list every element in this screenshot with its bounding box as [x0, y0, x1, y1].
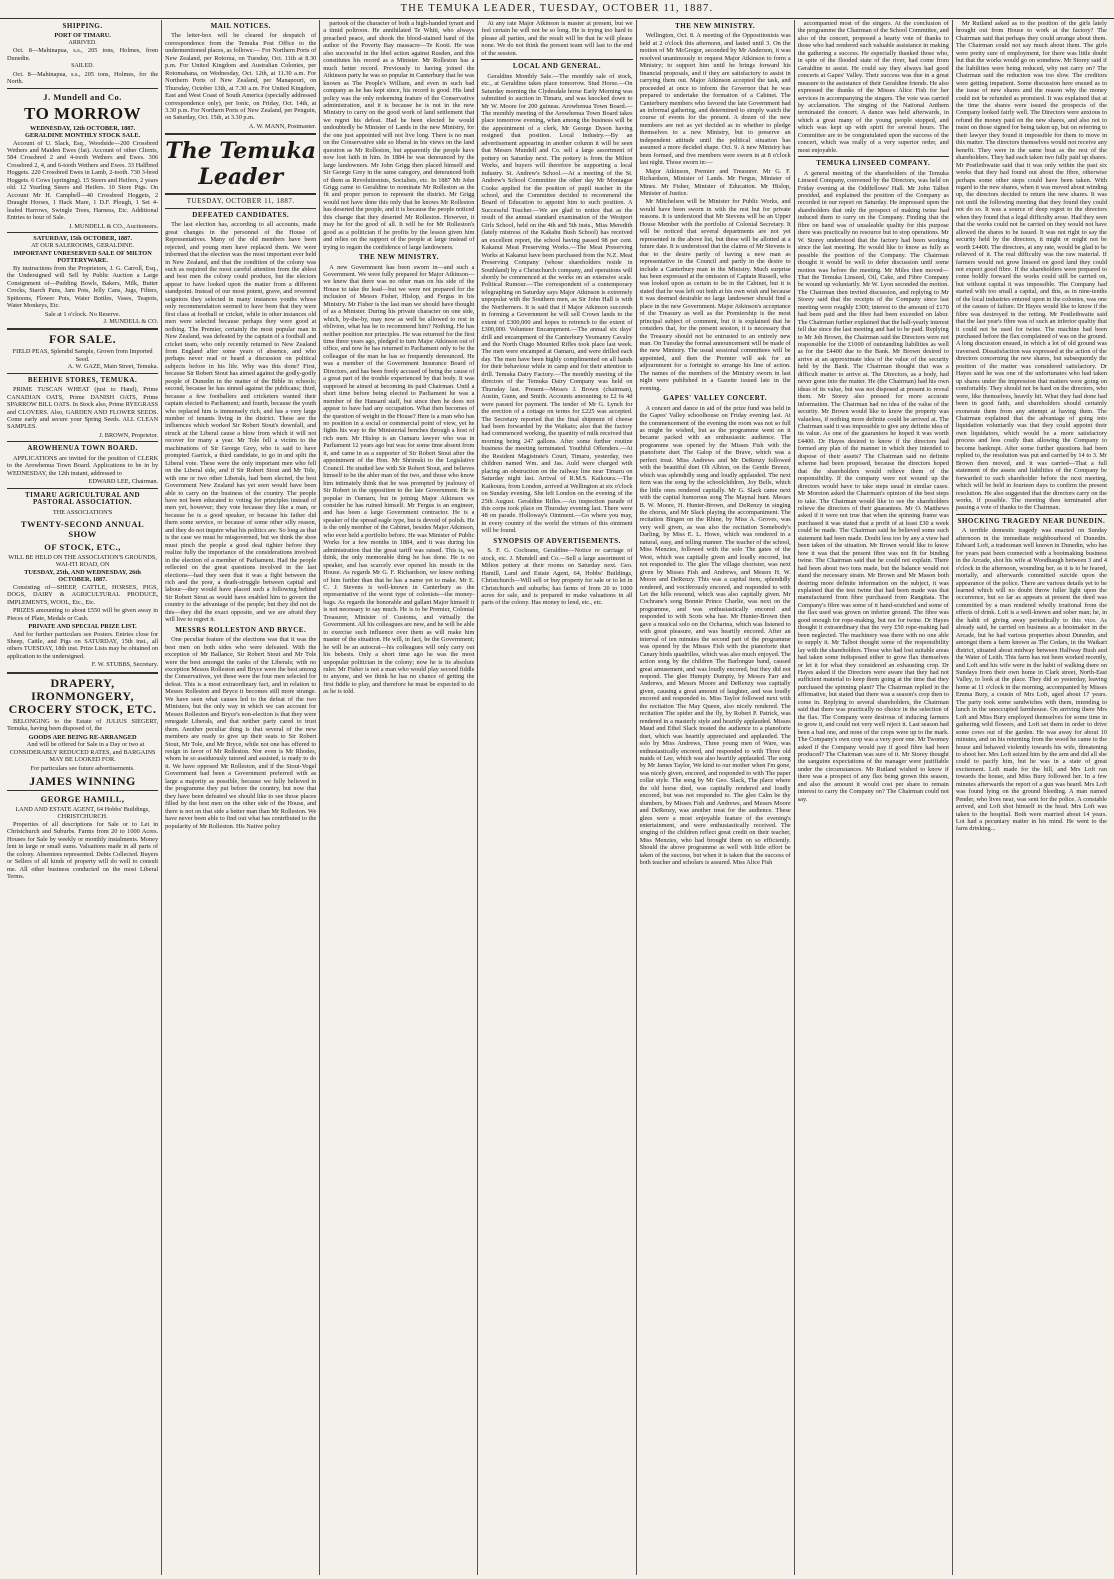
assoc-heading: TIMARU AGRICULTURAL AND PASTORAL ASSOCIATION.: [25, 490, 141, 507]
tragedy-report: A terrible domestic tragedy was enacted on Sunday afternoon in the immediate neighbourhood of Dunedin. Edward Loft, a tradesman well known in Dunedin, who has for years past been connected with a bootmaking business in the Arcade, shot his wife at Woodhaugh between 3 and 4 o'clock in the afternoon, wounding her, as it is to be feared, mortally, and afterwards committed suicide upon the appearance of the police. There are various details yet to be learned which will no doubt throw fuller light upon the occurrence, but so far as appears at present the deed was committed by a man rendered wholly irrational from the effects of drink. Loft is a well-known and sober man; he, in the habit of giving away periodically to this vice. As already said, he carried on business as a bootmaker in the Arcade, but he had various properties about Dunedin, and amongst them a farm known as The Cedars, in the Waikari district, situated about midway between Halfway Bush and the Water of Leith. This farm has not been worked recently, and Loft and his wife were in the habit of walking there on Sundays from their own home in Clark street, North-East Valley, to look at the place. They did so yesterday, leaving home at 11 o'clock in the morning, accompanied by Misses Emma Bury, a cousin of Mrs Loft, aged about 17 years. The party took some sandwiches with them, intending to lunch in the unoccupied farmhouse. On arriving there Mrs Loft and Miss Bury employed themselves for some time in gathering wild flowers, and Loft set them in order to drive some cows out of the garden. He was away for about 10 minutes, and on his returning from the wood he came to the house and behaved violently towards his wife, threatening to shoot her. Mrs Loft seized him by the arm and did all she could to pacify him, but he was in a state of great excitement. Loft made for the hill, and Mrs Loft ran towards the house, and Miss Bury followed her. In a few minutes afterwards the report of a gun was heard. Mrs Loft was found lying on the ground bleeding. A man named Pender, who lives near, was sent for the police. A constable arrived, and Loft shot himself in the head. Mrs Loft was taken to the hospital. Both were married about 14 years. Lot had a pecuniary matter in his mind. He went to the farm drinking...: [955, 527, 1107, 833]
concert-conclusion: accompanied most of the singers. At the conclusion of the programme the Chairman of the School Committee, and also of the concert, proposed a hearty vote of thanks to those who had rendered such valuable assistance in making the gathering a success. He especially thanked those who, in spite of the flooded state of the river, had come from Geraldine to assist. He could say they always had good concerts at Gapes' Valley. Their success was due in a great measure to the assistance of their Geraldine friends. He also expressed the thanks of the Misses Alice Fish for her services in accompanying the singers. The vote was carried by acclamation. The singing of the National Anthem terminated the concert. A dance was held afterwards, in which a great many of the young people stopped, and which was kept up with spirit for several hours. The Committee are to be congratulated upon the success of the concert, which was really of a very superior order, and most enjoyable.: [797, 20, 949, 154]
winning-heading: JAMES WINNING: [29, 773, 136, 788]
sale-body: Account of U. Slack, Esq., Woodside—200 Crossbred Wethers and Maiden Ewes (fat). Account of other Clients, 584 Crossbred 2 and 4-tooth Wethers and Ewes. 306 Crossbred 2, 4, and 6-tooth Wethers and Ewes. 33 Halfbred Hoggets. 220 Crossbred Ewes in Lamb, 2-tooth. 730 3-bred Hoggets. 6 Cows (springing). 15 Steers and Heifers, 2 years old. 12 Yearling Steers and Heifers. 10 Store Pigs. On Account Mr H. Campbell—40 Crossbred Hoggets, 2 Draught Horses, 1 Hack Mare, 1 D.F. Plough, 1 Set 4-leafed Harrows, Swingle Trees, Harness, Etc. Additional Entries to hour of Sale.: [7, 139, 159, 222]
drapery-heading: DRAPERY, IRONMONGERY, CROCERY STOCK, ETC.: [8, 675, 157, 716]
new-ministry-heading-2: THE NEW MINISTRY.: [675, 22, 756, 30]
salerooms: AT OUR SALEROOMS, GERALDINE.: [31, 242, 135, 250]
pottery-body: By instructions from the Proprietors, J. G. Carroll, Esq., the Undersigned will Sell by Public Auction a Large Consignment of—Pudding Bowls, Bakers, Milk, Butter Crocks, Starch Pans, Jam Pots, Jelly Cans, Jugs, Filters, Spittoons, Flower Pots, Water Bottles, Vases, Teapots, Water Monkeys, Etc.: [7, 264, 159, 310]
drapery-body: BELONGING to the Estate of JULIUS SIEGERT, Temuka, having been disposed of, the: [7, 717, 159, 733]
new-ministry-heading: THE NEW MINISTRY.: [358, 253, 439, 262]
port-heading: PORT OF TIMARU.: [54, 32, 111, 40]
firm-name: J. Mundell and Co.: [43, 91, 122, 102]
messrs-heading: MESSRS ROLLESTON AND BRYCE.: [175, 625, 307, 634]
linseed-report-cont: Mr Rutland asked as to the position of the girls lately brought out from House to work at the factory? The Chairman said that perhaps they could arrange about them. The Chairman could not say much about them. The girls were pretty sure of employment, for there was little doubt but that the works would go on somehow. Mr Storey said if the liabilities were being reduced, why not carry on? The Chairman said the reduction was too slow. The creditors were getting impatient. Some discussion here ensued as to the issue of new shares and the reason why the money could not be refunded as promised. It was explained that at the time the shares were issued the prospects of the Company looked fairly well. The Directors were anxious to refund the money paid on the new shares, and also not to insist on those signed for being taken up, but on referring to their lawyer they found it impossible for them to move in this matter. The directors themselves would not receive any benefit. They were in the same boat as the rest of the shareholders. They had each taken two fully paid up shares. Mr Postlethwaite said that it was only within the past six weeks that they had found out about the fibre, otherwise perhaps some other steps could have been taken. With regard to the new shares, when it was moved about winding up, the directors decided to return the new shares. It was not until the following meeting that they found they could not do so. It was a source of deep regret to the directors when they found that a legal difficulty arose. Had they seen that the works could not be carried on they would not have allowed the shares to be issued. It was not right to say the security held by the directors, it might or might not be worth £4400. The directors, at any rate, would be glad to be relieved of it. The real difficulty was the raw material. If farmers would not grow linseed on good land they could not expect good fibre. If the shareholders were prepared to come boldly forward the works could still be carried on, but without capital it was impossible. The Company had started with too small a capital, and this, as in nine-tenths of the local industries entered upon in the colonies, was one of the causes of failure. Dr Hayes would like to know if the fibre was destroyed in the retting. Mr Postlethwaite said that the last year's fibre was of such an inferior quality that it could not be used for twine. The machine had been purchased before the flax complained of was on the ground. A long discussion ensued, in which a lot of old ground was traversed. Dissatisfaction was expressed at the action of the directors concerning the new shares, but subsequently the position of the matter was considered satisfactory. Dr Hayes said he was one of the unfortunates who had taken up shares under the impression that matters were going on comfortably. They should not be hard on the directors, who were, like themselves, heavily hit. What they had done had been in good faith, and shareholders should certainly exonerate them from any attempt at having them. The Chairman explained that the advantage of going into liquidation voluntarily was that they could appoint their own liquidators, which would be a more satisfactory process and less costly than allowing the Company to become bankrupt. After some further questions had been replied to, the resolution was put and carried by 14 to 3. Mr Brown then moved, and it was carried—That a full statement of the assets and liabilities of the Company be forwarded to each shareholder before the next meeting, which will be held in fourteen days to confirm the present resolution. He also suggested that the directors carry on the works, if possible. The meeting then terminated after passing a vote of thanks to the Chairman.: [955, 20, 1107, 512]
local-heading: LOCAL AND GENERAL.: [512, 62, 602, 71]
beehive-heading: BEEHIVE STORES, TEMUKA.: [27, 375, 138, 384]
tragedy-heading: SHOCKING TRAGEDY NEAR DUNEDIN.: [957, 516, 1106, 525]
brown-sign: J. BROWN, Proprietor.: [99, 431, 159, 439]
wednesday-date: WEDNESDAY, 12th OCTOBER, 1887.: [30, 124, 136, 132]
private-prize: PRIVATE AND SPECIAL PRIZE LIST.: [28, 623, 137, 631]
column-1: [4, 20, 162, 1575]
columns: [4, 20, 1110, 1575]
new-ministry-article: A new Government has been sworn in—and such a Government. We were fully prepared for Major Atkinson—we knew that there was no other man on his side of the House to take the lead—but we were not prepared for the inclusion of Messrs Fisher, Hislop, and Fergus in his Ministry. Mr Fisher is the last man we should have thought of as a Minister. During his private character on one side, which, by-the-by, may now as well be allowed to rest in oblivion, what has he to recommend him? Nothing. He has neither position nor principles. He was returned for the first time three years ago, pledged to turn Major Atkinson out of office, and now he has returned to Parliament only to be the colleague of the man he has so frequently denounced. He was a member of the Government Insurance Board of Directors, and has been freely accused of being the cause of a great part of the trouble experienced by that body. It was supposed he aimed at becoming its paid Chairman. Until a short time before being elected to Parliament he was a member of the Hansard staff, but since then he does not appear to have had any occupation. What then becomes of the question of weight in the House? Here is a man who has no position in a social or commercial point of view, yet he fights his way to the Ministerial benches through a host of rich men. Mr Hislop is an Oamaru lawyer who was in Parliament 12 years ago but was for some time absent from it, and came in as a supporter of Sir Robert Stout after the appointment of the Hon. Mr Shrimski to the Legislative Council. He studied law with Sir Robert Stout, and believes himself to be the abler man of the two, and those who know him intimately think that he was prompted by jealousy of Sir Robert in the opposition to the late Government. He is popular in Oamaru, but in joining Major Atkinson we consider he has ruined himself. Mr Fergus is an engineer, and has been a large Government contractor. He is a speaker of the spread eagle type, but is devoid of polish. He is the only member of the Cabinet, besides Major Atkinson, who ever held a portfolio before. He was Minister of Public Works for a few months in 1884, and it was during his administration that the great tariff was raised. This is, we think, the only memorable thing he has done. He is no speaker, and has scarcely ever opened his mouth in the House. As regards Mr G. F. Richardson, we know nothing of him further than that he has a name yet to make. Mr E. C. J. Stevens is well-known in Canterbury as the representative of the worst type of colonists—the money-bags. As regards the honorable and gallant Major himself it is not necessary to say much. He is to be Premier, Colonial Treasurer, Minister of Customs, and virtually the Government. All his colleagues are new, and he will be able to exercise such influence over them as will make him master of the situation. He will, in fact, be the Government; he will be an autocrat—his colleagues will only carry out his behests. Only a short time ago he was the most unpopular politician in the colony; now he is its absolute ruler. Mr Fisher is not a man who would play second fiddle to anyone, and we think he has no chance of getting the first fiddle to play, and therefore he must be expected to do as he is told.: [323, 263, 475, 696]
defeated-article: The last election has, according to all accounts, made great changes in the personnel of the House of Representatives. Many of the old members have been rejected, and young men have replaced them. We were informed that the election was the most important ever held in New Zealand, and that the condition of the colony was such as required the most careful attention from the ablest and best men the colony could produce, but the electors appear to have looked upon the matter from a different standpoint. Instead of our most potent, grave, and reverend seigniors they selected in many instances youths whose only recommendation seemed to have been that they were first class at football or cricket, while in other instances old men were selected because perhaps they were good at nothing. The Premier, certainly the most popular man in New Zealand, was defeated by the captain of a football and cricket team, who only recently returned to New Zealand from England after some years of absence, and who perhaps never read or heard a discussion on political subjects before in his life. Why was this done? First, because Sir Robert Stout has aimed against the godly-godly people of Dunedin in the matter of the Bible in schools; second, because he has sinned against the publicans; third, because a few footballers and cricketers wanted their captain elected to Parliament; and fourth, because the youth who replaced him is immensely rich, and has a very large number of tenants living in the district. These are the influences which worked Sir Robert Stout's downfall, and struck at the Liberal cause a blow from which it will not recover for many a year. Mr Tole fell a victim to the machinations of Sir George Grey, who is said to have prompted Garrick, a third candidate, to go in and split the Liberal vote. These were the only important men who fell on the Liberal side, and if Sir Robert Stout and Mr Tole, with one or two other Liberals, had been elected, the best Government New Zealand has yet seen would have been able to carry on the business of the country. The people have not been educated to voting for principles instead of men yet, however; they vote because they like a man, or because he is a good speaker, or because his father did them some service, or because of some other silly reason, and they do not inquire what his politics are. So long as that is the case we must be misgoverned, but we think the shoe must pinch the people a good deal tighter before they realize fully the importance of the considerations involved in the election of a member of Parliament. Had the people reflected on the great questions involved in the last elections—had they seen that it was a fight between the rich and the poor, a death-struggle between capital and labour—they would have placed such a following behind Sir Robert Stout as would have enabled him to govern the country to the advantage of the people; but they did not do this—they did the exact opposite, and we are afraid they will live to regret it.: [165, 221, 317, 624]
consist-text: Consisting of—SHEEP, CATTLE, HORSES, PIGS, DOGS, DAIRY & AGRICULTURAL PRODUCE, IMPLEMENTS, WOOL, Etc., Etc.: [7, 583, 159, 606]
saturday-date: SATURDAY, 15th OCTOBER, 1887.: [33, 234, 132, 242]
defeated-heading: DEFEATED CANDIDATES.: [192, 210, 290, 219]
ministers-list: Major Atkinson, Premier and Treasurer. Mr G. F. Richardson, Minister of Lands. Mr Fergus, Minister of Mines. Mr Fisher, Minister of Education. Mr Hislop, Minister of Justice.: [639, 167, 791, 197]
mann-sign: A. W. MANN, Postmaster.: [248, 122, 317, 130]
hamill-body: Properties of all descriptions for Sale or to Let in Christchurch and Suburbs. Farms from 20 to 1000 Acres. Houses for Sale by weekly or monthly instalments. Money lent in large or small sums. Valuations made in all parts of the colony. Absentees represented. Debts Collected. Buyers or Sellers of all kinds of property will do well to consult me. All other business conducted on the most Liberal Terms.: [7, 820, 159, 881]
column-5: [637, 20, 795, 1575]
shipping-heading: SHIPPING.: [62, 22, 103, 30]
board-heading: AROWHENUA TOWN BOARD.: [27, 444, 138, 453]
synopsis-heading: SYNOPSIS OF ADVERTISEMENTS.: [493, 536, 621, 545]
column-7: [953, 20, 1110, 1575]
local-news: Geraldine Monthly Sale.—The monthly sale of stock, etc., at Geraldine takes place tomorrow. Stud Horse.—On Saturday morning the Clydesdale horse Early Morning was submitted to auction in Timaru, and was knocked down to Mr W. Moore for 200 guineas. Arowhenua Town Board.—The monthly meeting of the Arowhenua Town Board takes place tomorrow evening, when among the business will be the appointment of a clerk, Mr George Dyson having resigned that position. Local Industry.—By an advertisement appearing in another column it will be seen that Messrs Mundell and Co. sell a large assortment of pottery on Saturday next. The pottery is from the Milton Works, and buyers will therefore be supporting a local industry. St. Andrew's School.—At a meeting of the St. Andrew's School Committee the other day Mr Montague Cooke applied for the position of pupil teacher in the school, and the Committee decided to recommend the Board of Education to appoint him to such position. A Successful Teacher.—We are glad to notice that as the result of the annual standard examination of the Westport Girls School, held on the 4th and 5th insts., Miss Meredith (lately mistress of the Kakahu Bush School) has received an excellent report, the school having passed 98 per cent. Kakanui Meat Preserving Works.—The Meat Preserving Works at Kakanui have been purchased from the N.Z. Meat Preserving Company (whose shareholders reside in Southland) by a Christchurch company, and operations will shortly be commenced at the works on an extensive scale. Political Rumour.—The correspondent of a contemporary telegraphing on Saturday says Major Atkinson is extremely unpopular with the Southern men, as Sir John Hall is with the Northerners. It is said that if Major Atkinson succeeds in forming a Government he will sell Crown lands to the extent of £300,000 and hopes to retrench to the extent of £300,000. Volunteer Encampment.—The annual six days' drill and encampment of the Canterbury Yeomanry Cavalry and the North Otago Mounted Rifles took place last week. The men were encamped at Oamaru, and were drilled each day. The men have been highly complimented on all hands for their behaviour while in camp and for their attention to drill. Temuka Dairy Factory.—The monthly meeting of the directors of the Temuka Dairy Company was held on Thursday last. Present—Messrs J. Brown (chairman), Austin, Gunn, and Smith. Accounts amounting to £2 6s 4d were passed for payment. The tender of Mr G. Lynch for the erection of a cottage on terms for £225 was accepted. The Secretary reported that the final shipment of cheese had been forwarded by the Waikato; also that the factory had commenced working, the quantity of milk received that morning being 247 gallons. After some further routine business the meeting terminated. Youthful Offenders.—At the Resident Magistrate's Court, Timaru, yesterday, two children named Wm. and Jas. Auld were charged with placing an obstruction on the railway line near Timaru on Saturday night last. Arrival of R.M.S. Kaikoura.—The Kaikoura, from London, arrived at Wellington at six o'clock on Sunday evening. She left London on the evening of the 25th August. Geraldine Rifles.—An inspection parade of this corps took place on Thursday evening last. There were 48 on parade. Holloway's Ointment.—Go where you may, in every country of the world the virtues of this ointment will be found.: [481, 72, 633, 535]
sailed-text: Oct. 8—Mahinapua, s.s., 205 tons, Holmes, for the North.: [7, 70, 159, 86]
gapes-report: A concert and dance in aid of the prize fund was held in the Gapes' Valley schoolhouse on Friday evening last. At the commencement of the evening the room was not so full as might be wished, but as the programme went on it became packed with an enthusiastic audience. The programme was opened by the Misses Fish with the pianoforte duet The Galop of the Brave, which was a perfect treat. Miss Andrews and Mr DeRenzy followed with the beautiful duet Oh Albion, on the Gentle Breeze, which was splendidly sung and loudly applauded. The next item was the song by the schoolchildren, Joy Bells, which the little ones rendered capitally. Mr G. Slack came next with the capital humorous song The Maynal bunt. Messrs B. W. Moore, H. Hunter-Brown, and DeRenzy in singing the chorus, and Mr Slack playing the accompaniment. The recitation Bingen on the Rhine, by Miss A. Groves, was very well given, as was also the recitation Somebody's Darling, by Miss E. L. Howe, which was rendered in a natural, easy, and telling manner. The teacher of the school, Miss Menzies, followed with the solo The gates of the West, which was capitally given and loudly encored, but not responded to. The glee The village chorister, was next given by Misses Fish and Andrews, and Messrs H. W. Moore and DeRenzy. This was a capital item, splendidly rendered, and vociferously encored, and responded to with Let the hills resound, which was also capitally given. Mr Cochrane's song Bonnie Prince Charlie, was next on the programme, and was enthusiastically encored and responded to with Scots wha hae. Mr Hunter-Brown then gave a musical solo on the Ocharina, which was listened to with great pleasure, and was heartily encored. After an interval of ten minutes the second part of the programme was opened by the Misses Fish with the pianoforte duet Canary birds quadrilles, which was also much enjoyed. The action song by the children The Barlongue band, caused great amusement, and was loudly encored, but they did not respond. The glee Humpty Dumpty, by Messrs Farr and Andrews, and Messrs Moore and DeRenzy was capitally given, causing a great amount of laughter, and was loudly encored and responded to. Miss Taylor followed next with the recitation The May Queen, also nicely rendered. The recitation The spider and the fly, by Robert P. Patrick, was rendered in a masterly style and heartily applauded. Misses Maud and Ethel Slack treated the audience to a pianoforte duet, which was heartily appreciated and applauded. The solo by Miss Andrews, Three young men of Ware, was enthusiastically encored, and responded to with Three old maids of Lee, which was also heartily applauded. The song by Mr James Taylor, We kind to our mother when I'm gone, was nicely given, encored, and responded to with The paper collar style. The song by Mr Geo. Slack, The place where the old horse died, was capitally rendered and loudly encored, but was not responded to. The glee Calm be thy slumbers, by Misses Fish and Andrews, and Messrs Moore and DeRenzy, was another treat for the audience. These glees were a most enjoyable feature of the evening's entertainment, and were enthusiastically received. The singing of the children reflect great credit on their teacher, Miss Menzies, who had brought them on so efficiently. Should the above programme as well with little effort be taken of the success, but when it is taken that the success of both teacher and scholars is assured. Miss Alice Fish: [639, 404, 791, 867]
prizes-text: PRIZES amounting to about £550 will be given away in Pieces of Plate, Medals or Cash.: [7, 607, 159, 622]
the-assoc: THE ASSOCIATION'S: [52, 508, 113, 516]
issue-date: TUESDAY, OCTOBER 11, 1887.: [186, 197, 295, 206]
synopsis-body: S. F. G. Cochrane, Geraldine—Notice re carriage of stock, etc. J. Mundell and Co.—Sell a large assortment of Milton pottery at their rooms on Saturday next. Geo. Hamill, Land and Estate Agent, 64, Hobbs' Buildings, Christchurch—Will sell or buy property for sale or to let in Christchurch and suburbs; has farms of from 20 to 1000 acres for sale, and is prepared to make valuations in all parts of the colony. Has money to lend, etc., etc.: [481, 547, 633, 607]
linseed-report: A general meeting of the shareholders of the Temuka Linseed Company, convened by the Directors, was held on Friday evening at the Oddfellows' Hall. Mr John Talbot presided, and explained the position of the Company as recorded in our report on Saturday. He impressed upon the shareholders that only the prospect of making twine had induced them to carry on the Company. Finding that the fibre on hand was of unsaleable quality for this purpose there was practically no resource but to stop operations. Mr W. Storey understood that the factory had been working since the last meeting. He would like to know as fully as possible the position of the Company. The Chairman thought it would be well to defer discussion until some motion was before the meeting. Mr Miles then moved—That the Temuka Linseed, Oil, Cake, and Fibre Company be wound up voluntarily. Mr W. Lyon seconded the motion. The Chairman then invited discussion, and replying to Mr Storey said that the receipts of the Company since last meeting were roughly £300; interest to the amount of £170 had been paid and the fibre had been exceeded on labor. The Chairman further explained that the half-yearly interest fell due since the last meeting and had to be paid. Replying to Mr Job Brown, the Chairman said the Directors were not responsible for the £1000 of outstanding liabilities as well as for the £4400 due to the Bank. Mr Brown desired to arrive at an approximate idea of the value of the security held by the Bank. The Chairman thought that was a difficult matter to arrive at. The Directors, as a body, had never gone into the matter. He (the Chairman) had his own ideas of its value, but was not disposed at present to reveal them. Mr Storey also pressed for more accurate information. The Chairman had no idea of the value of the security. Mr Brown would like to know the property was valueless, if nothing more definite could be arrived at. The Chairman said it was impossible to give any definite idea of its value. As one of the guarantors he hoped it was worth £4400. Dr Hayes desired to know if the directors had formed any plan of the manner in which they intended to dispose of their assets? The Chairman said no definite scheme had been proposed, because the directors hoped that the shareholders would relieve them of the responsibility. If the company were not wound up the directors would have to take steps usual in similar cases. Mr Moreton asked the Chairman's opinion of the best steps to take. The Chairman would like to see the shareholders relieve the directors of their guarantees. Mr O. Matthews asked if it were not true that when the spinning frame was purchased it was stated that a profit of at least £30 a week could be made. The Chairman said he believed some such statement had been made. Doubt less too by any a view had been taken of the situation. Mr Brown would like to know how it was that the present fibre was not fit for binding twine. The Chairman said that he could not explain. There had been about two tons made, but the balance would not stand the necessary strain. Mr Brown and Mr Mason both desiring more definite information on the subject, it was explained that the test twine that had been made was that manufactured from fibre purchased from Rangitata. The Company's fibre was some of it hand-scutched and some of the flax used was grown on inferior ground. The fibre was good enough for rope-making, but not for twine. Dr Hayes thought it extraordinary that the very £50 rope-making had been neglected. The machinery was there with no one able to supply it. Mr Talbot thought some of the responsibility lay with the shareholders. Those who had lost suitable areas had taken some indisposed either to grow flax themselves or let it for what they considered an exhausting crop. Dr Hayes asked if the Directors were aware that they had not sufficient material to keep them going at the time that they purchased the spinning plant? The Chairman replied in the affirmative, but stated that there was a season's crop then to come in. Replying to several shareholders, the Chairman said that there was practically no choice in the selection of the flax. The Company were desirous of inducing farmers to grow it, and could not very well reject it. Last season had been a bad one, and none of the crops were up to the mark. The Company's own crop was a very poor one. Mr Twomey asked if the Company would pay if good fibre had been produced? The Chairman was sure of it. Mr Storey thought the sanguine expectations of the manager were justifiable under the circumstances. Mr Rutland wished to know if there was a prospect of any flax being grown this season, and also the amount it would cost per share to remain interest to carry the Company on? The Chairman could not say.: [797, 169, 949, 803]
linseed-heading: TEMUKA LINSEED COMPANY.: [816, 159, 931, 168]
field-peas: FIELD PEAS, Splendid Sample, Grown from Imported Seed.: [12, 348, 153, 363]
gaze-sign: A. W. GAZE, Main Street, Temuka.: [67, 363, 159, 371]
future-text: For particulars see future advertisements.: [30, 764, 135, 772]
column-2: [162, 20, 320, 1575]
entries-text: And for further particulars see Posters. Entries close for Sheep, Cattle, and Pigs on SATURDAY, 15th inst., all others TUESDAY, 18th inst. Prize Lists may be obtained on application to the undersigned.: [7, 630, 159, 660]
ministry-report-2: Mr Mitchelson will be Minister for Public Works, and would have been sworn in with the rest but for private reasons. It is understood that Mr Stevens will be an Upper House Member with the portfolio of Colonial Secretary. It will be noticed that several departments are not yet represented in the above list, but these will be allotted at a future date. It is understood that the claims of Mr Stevens is due to the desire partly of having a new man as representative in the Council and partly in the desire to include a Canterbury man in the Ministry. Much surprise has been expressed at the omission of Captain Russell, who was looked upon as certain to be in the Cabinet, but it is stated that he was left out both at his own wish and because it was deemed desirable no large landowner should find a place in the new Government. Major Atkinson's acceptance of the Treasury as well as the Premiership is the most principal subject of comment, but it is explained that he considers that, for the present session, it is necessary that the Treasury should not be entrusted to an entirely new man. On Tuesday the formal announcement will be made of the new Ministry. The usual sessional committees will be appointed, and then the Premier will ask for an adjournment for a fortnight to arrange his line of action. The names of the members of the Ministry sworn in last night were published in a Gazette issued late in the evening.: [639, 198, 791, 392]
wheat-body: PRIME TUSCAN WHEAT (just to Hand), Prime CANADIAN OATS, Prime DANISH OATS, Prime SPARROW BILL OATS. In Stock also, Prime RYEGRASS and CLOVERS. Also, GARDEN AND FLOWER SEEDS. Come early and secure your Spring Seeds. ALL CLEAN SAMPLES.: [7, 386, 159, 431]
sale-title: GERALDINE MONTHLY STOCK SALE.: [24, 132, 141, 140]
ministry-report: Wellington, Oct. 8. A meeting of the Oppositionists was held at 2 o'clock this afternoon, and lasted until 3. On the motion of Mr McGregor, seconded by Mr Anderson, it was resolved unanimously to request Major Atkinson to form a Ministry; to support him until he brings forward his financial proposals, and if they are satisfactory to assist in carrying them out. Major Atkinson accepted the task, and proceeded at once to inform the Governor that he was prepared to undertake the formation of a Cabinet. The Canterbury members who favored the late Government had an informal gathering, and determined to simply watch the course of events for the present. A dozen of the new members are not as yet decided as to whether to pledge themselves to a new Ministry, but to preserve an independent attitude until the political situation has assumed a more decided shape. Oct. 9. A new Ministry has been formed, and five members were sworn in at 8 o'clock last night. Those sworn in:—: [639, 32, 791, 167]
column-4: [478, 20, 636, 1575]
goods-heading: GOODS ARE BEING RE-ARRANGED: [28, 733, 137, 741]
mail-body: The letter-box will be cleared for despatch of correspondence from the Temuka Post Office to the undermentioned places, as follows:— For Northern Ports of New Zealand, per Rotorua, on Tuesday, Oct. 11th at 8.30 p.m. For United Kingdom and Australian Colonies, per Rotomahana, on Wednesday, Oct. 12th, at 11.30 a.m. For Northern Ports of New Zealand, per Manapouri, on Thursday, October 13th, at 7.30 a.m. For United Kingdom, East and West Coast of South America (specially addressed correspondence only), per Ionic, on Friday, Oct. 14th, at 3.30 p.m. For Northern Ports of New Zealand, per Penguin, on Saturday, Oct. 15th, at 3.30 p.m.: [165, 32, 317, 122]
column-3: [320, 20, 478, 1575]
rolleston-article: partook of the character of both a high-handed tyrant and a timid poltroon. He annihilated Te Whiti, who always preached peace, and shook the blood-stained hand of the author of the Poverty Bay massacre—Te Kooti. He was also successful in the libel action against Rusden, and this constitutes his record as a Minister. Mr Rolleston has a much better record. Previously to having joined the Atkinson party he was so popular in Canterbury that he was known as The People's William, and even in such bad company as he has kept since, his record is good. His land policy was the only redeeming feature of the Conservative administration, and it is because he is not in the new Ministry to carry on the good work of land settlement that we regret his defeat. Had he been elected he would undoubtedly be Minister of Lands in the new Ministry, for the one just appointed will not live long. There is no man on the Conservative side so liberal in his views on the land question as Mr Rolleston, but apparently the people have now lost faith in him. In 1884 he was denounced by the large landowners. Mr John Grigg then placed himself and Sir George Grey in the same category, and denounced both of them as Revolutionists, Socialists, etc. In 1887 Mr John Grigg came to Geraldine to nominate Mr Rolleston as the fit and proper person to represent the district. Mr Grigg would not have done this only that he knows Mr Rolleston has deserted the people, and it is because the people noticed this change that they deserted Mr Rolleston. However, it may be for the good of all. It will be for Mr Rolleston's good as a politician if he profits by the lesson given him and relies on the support of the people at large instead of trying to regain the confidence of large landowners.: [323, 20, 475, 251]
stubbs-sign: F. W. STUBBS, Secretary.: [91, 661, 159, 669]
unreserved-sale: IMPORTANT UNRESERVED SALE OF MILTON POTTERYWARE.: [13, 249, 152, 265]
for-sale-heading: FOR SALE.: [48, 332, 117, 347]
hamill-sub: LAND AND ESTATE AGENT, 64 Hobbs' Buildings, CHRISTCHURCH.: [15, 805, 150, 821]
arrived-label: ARRIVED.: [68, 39, 97, 46]
stock-heading: OF STOCK, ETC.,: [44, 542, 121, 553]
masthead: THE TEMUKA LEADER, TUESDAY, OCTOBER 11, 1887.: [0, 0, 1114, 19]
offered-text: And will be offered for Sale in a Day or two at CONSIDERABLY REDUCED RATES, and BARGAINS MAY BE LOOKED FOR.: [9, 741, 156, 764]
hamill-heading: GEORGE HAMILL,: [40, 793, 125, 804]
messrs-article: One peculiar feature of the elections was that it was the best men on both sides who were defeated. With the exception of Mr Ballance, Sir Robert Stout and Mr Tole were the best amongst the ranks of the Liberals; with no exception Messrs Rolleston and Bryce were the best among the Conservatives, yet these were the four men selected for defeat. This is a most extraordinary fact, and in relation to Messrs Rolleston and Bryce it becomes still more strange. We have seen what causes led to the defeat of the two Ministers, but the only way in which we can account for Messrs Rolleston and Bryce's non-election is that they were renegade Liberals, and that neither party cared to trust them. Another peculiar thing is that several of the new members are ready to give up their seats to Sir Robert Stout, Mr Tole, and Mr Bryce, while not one has offered to resign in favor of Mr Rolleston. Nor even is Mr Rhodes, whom he so assiduously tutored and assisted, is ready to do it. We have opposed Mr Rolleston, and if the Stout-Vogel Government had been a Government preferred with as large a majority as possible, because we fully believed in the programme they put before the country, but now that they have been defeated we should like to see those places filled by the best men on the other side of the House, and there is not on that side a better man than Mr Rolleston. We have never been able to find out what has contributed to the popularity of Mr Rolleston. His Native policy: [165, 636, 317, 830]
no-reserve: Sale at 1 o'clock. No Reserve.: [44, 310, 121, 318]
mail-heading: MAIL NOTICES.: [210, 22, 271, 30]
held-text: WILL BE HELD ON THE ASSOCIATION'S GROUNDS, WAI-ITI ROAD, ON: [8, 554, 157, 569]
show-dates: TUESDAY, 25th, AND WEDNESDAY, 26th OCTOBER, 1887.: [24, 568, 141, 584]
column-6: [795, 20, 953, 1575]
auctioneers: J. MUNDELL & CO., Auctioneers.: [68, 222, 159, 230]
show-heading: TWENTY-SECOND ANNUAL SHOW: [20, 519, 145, 540]
sailed-label: SAILED.: [71, 63, 94, 70]
mundell-sign: J. MUNDELL & CO.: [103, 317, 159, 325]
board-body: APPLICATIONS are invited for the position of CLERK to the Arowhenua Town Board. Applications to be in by WEDNESDAY, the 12th instant, addressed to: [7, 454, 159, 477]
gapes-heading: GAPES' VALLEY CONCERT.: [663, 394, 767, 403]
arrived-text: Oct. 8—Mahinapua, s.s., 205 tons, Holmes, from Dunedin.: [7, 47, 159, 62]
paper-title: The Temuka Leader: [165, 138, 317, 191]
tomorrow-heading: TO MORROW: [24, 103, 142, 123]
lee-sign: EDWARD LEE, Chairman.: [88, 478, 159, 486]
atkinson-article: At any rate Major Atkinson is master at present, but we feel certain he will not be so long. He is trying too hard to please all parties, and the result will be that he will please none. We do not think the present team will last to the end of the session.: [481, 20, 633, 57]
